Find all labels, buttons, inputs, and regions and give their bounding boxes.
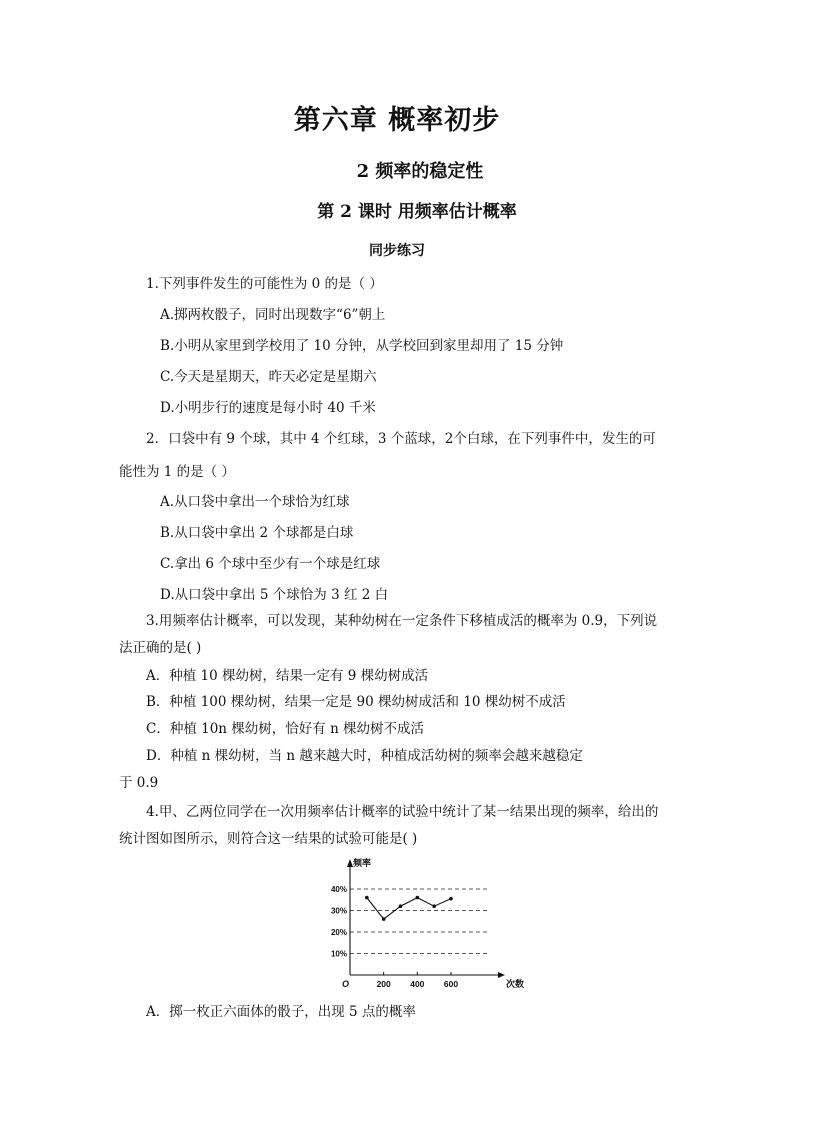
x-tick-label: 600 (443, 979, 459, 989)
data-point (382, 917, 386, 921)
q4-stem-line1: 4.甲、乙两位同学在一次用频率估计概率的试验中统计了某一结果出现的频率，给出的 (146, 804, 659, 820)
q2-option-c: C.拿出 6 个球中至少有一个球是红球 (160, 556, 381, 572)
data-point (416, 896, 420, 900)
frequency-line-chart (318, 850, 525, 995)
q2-option-a: A.从口袋中拿出一个球恰为红球 (160, 494, 350, 510)
q4-option-a: A．掷一枚正六面体的骰子，出现 5 点的概率 (146, 1004, 416, 1020)
y-tick-label: 30% (330, 906, 347, 916)
y-axis-title: 频率 (353, 858, 372, 868)
q3-stem-line1: 3.用频率估计概率，可以发现，某种幼树在一定条件下移植成活的概率为 0.9，下列说 (146, 613, 658, 629)
y-tick-label: 20% (330, 928, 347, 937)
q2-stem-line2: 能性为 1 的是（ ） (119, 464, 235, 480)
q3-option-c: C．种植 10n 棵幼树，恰好有 n 棵幼树不成活 (146, 721, 425, 737)
series-line (367, 898, 451, 920)
chapter-title: 第六章 概率初步 (293, 105, 501, 136)
q1-option-a: A.掷两枚骰子，同时出现数字“6”朝上 (160, 307, 386, 323)
q3-option-b: B．种植 100 棵幼树，结果一定是 90 棵幼树成活和 10 棵幼树不成活 (146, 694, 566, 710)
x-tick-label: 400 (410, 979, 425, 989)
q3-option-d: D．种植 n 棵幼树，当 n 越来越大时，种植成活幼树的频率会越来越稳定 (146, 748, 583, 764)
q1-option-b: B.小明从家里到学校用了 10 分钟，从学校回到家里却用了 15 分钟 (160, 338, 564, 354)
q2-stem-line1: 2．口袋中有 9 个球，其中 4 个红球，3 个蓝球，2个白球，在下列事件中，发生的可 (146, 431, 656, 447)
q3-option-a: A．种植 10 棵幼树，结果一定有 9 棵幼树成活 (146, 668, 429, 684)
x-axis-title: 次数 (506, 979, 525, 989)
section-title: 2 频率的稳定性 (356, 161, 484, 182)
q3-option-d-continued: 于 0.9 (119, 775, 159, 791)
q1-option-d: D.小明步行的速度是每小时 40 千米 (160, 400, 376, 416)
origin-label: O (342, 979, 350, 989)
q3-stem-line2: 法正确的是( ) (119, 640, 202, 656)
x-tick-label: 200 (376, 979, 391, 989)
q1-option-c: C.今天是星期天，昨天必定是星期六 (160, 369, 377, 385)
x-axis-arrow (498, 972, 505, 978)
practice-heading: 同步练习 (369, 243, 425, 259)
data-point (432, 904, 436, 908)
y-tick-label: 40% (330, 885, 347, 894)
q2-option-d: D.从口袋中拿出 5 个球恰为 3 红 2 白 (160, 587, 389, 603)
y-tick-label: 10% (330, 949, 347, 959)
lesson-title: 第 2 课时 用频率估计概率 (317, 202, 517, 222)
data-point (399, 904, 403, 908)
data-point (365, 896, 369, 900)
q2-option-b: B.从口袋中拿出 2 个球都是白球 (160, 525, 354, 541)
q1-stem: 1.下列事件发生的可能性为 0 的是（ ） (146, 276, 383, 292)
q4-stem-line2: 统计图如图所示，则符合这一结果的试验可能是( ) (119, 831, 418, 847)
data-point (449, 897, 453, 901)
